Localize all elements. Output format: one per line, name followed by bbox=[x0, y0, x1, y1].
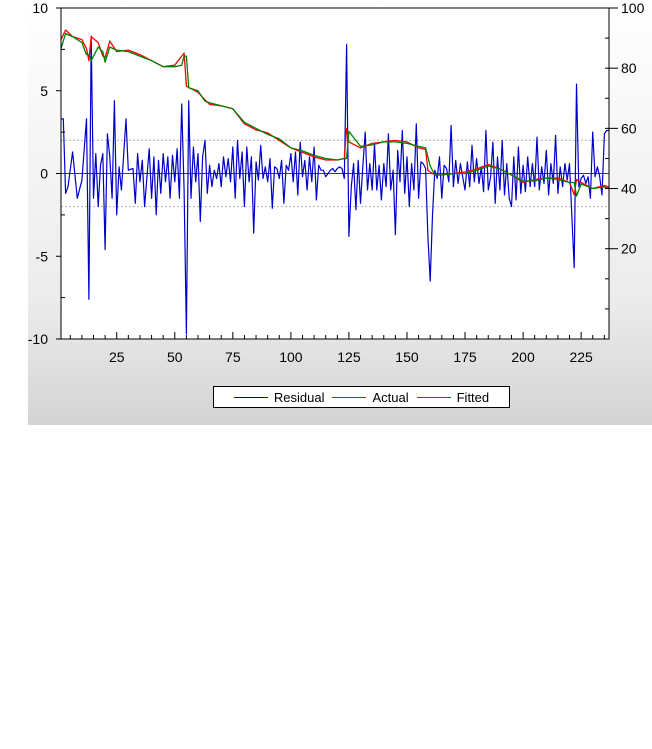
chart-panel bbox=[28, 0, 652, 425]
legend-swatch-residual bbox=[234, 397, 268, 398]
x-tick-label: 200 bbox=[511, 349, 535, 365]
right-tick-label: 60 bbox=[621, 120, 637, 137]
x-tick-label: 75 bbox=[225, 349, 241, 365]
x-tick-label: 175 bbox=[453, 349, 477, 365]
legend-swatch-fitted bbox=[417, 397, 451, 398]
x-tick-label: 150 bbox=[395, 349, 419, 365]
legend-item-actual bbox=[332, 390, 408, 405]
residual-actual-fitted-chart bbox=[28, 0, 652, 425]
legend-label-fitted: Fitted bbox=[456, 389, 490, 405]
legend-label-residual: Residual bbox=[273, 389, 325, 405]
x-tick-label: 100 bbox=[279, 349, 303, 365]
x-tick-label: 125 bbox=[337, 349, 361, 365]
left-tick-label: 10 bbox=[32, 0, 48, 16]
legend-swatch-actual bbox=[332, 397, 366, 398]
legend-item-fitted bbox=[417, 390, 490, 405]
left-tick-label: -5 bbox=[35, 248, 48, 265]
left-tick-label: 0 bbox=[40, 165, 48, 182]
legend-label-actual: Actual bbox=[372, 389, 409, 405]
left-tick-label: -10 bbox=[28, 331, 48, 347]
x-tick-label: 25 bbox=[108, 349, 125, 365]
chart-legend bbox=[213, 386, 510, 408]
x-tick-label: 225 bbox=[569, 349, 593, 365]
right-tick-label: 100 bbox=[621, 0, 645, 16]
left-tick-label: 5 bbox=[40, 82, 48, 99]
right-tick-label: 80 bbox=[621, 60, 637, 77]
right-tick-label: 20 bbox=[621, 240, 637, 257]
legend-item-residual bbox=[234, 390, 325, 405]
right-tick-label: 40 bbox=[621, 180, 637, 197]
x-tick-label: 50 bbox=[166, 349, 183, 365]
